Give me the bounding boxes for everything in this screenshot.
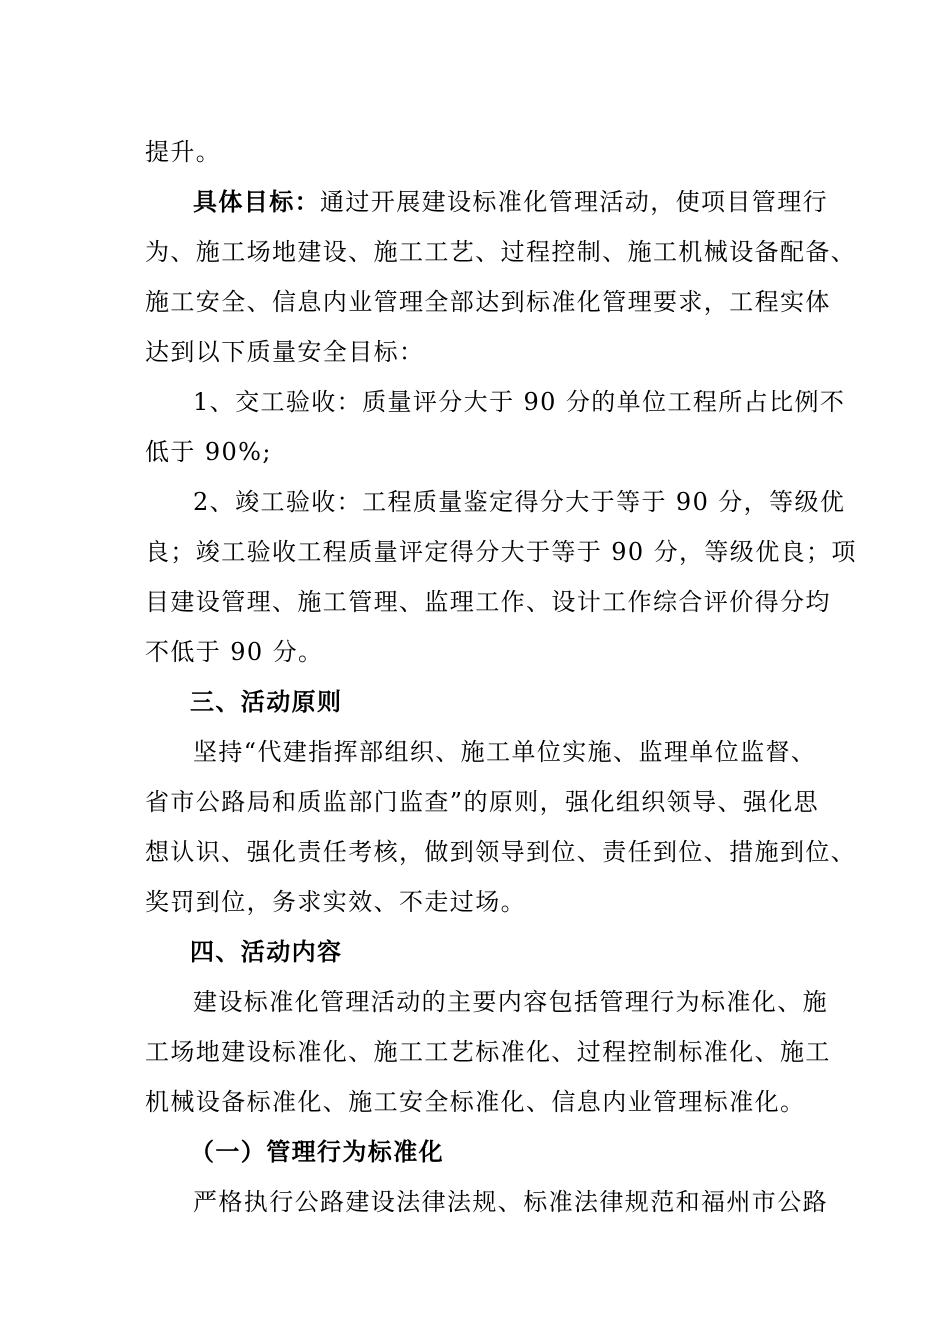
subsection-heading: （一）管理行为标准化 [190,1137,444,1166]
list-item-line: 目建设管理、施工管理、监理工作、设计工作综合评价得分均 [145,588,831,616]
section-heading: 三、活动原则 [190,687,343,716]
list-item-line: 良；竣工验收工程质量评定得分大于等于 90 分，等级优良；项 [145,538,857,566]
list-item-line: 不低于 90 分。 [145,638,324,666]
list-item-line: 2、竣工验收：工程质量鉴定得分大于等于 90 分，等级优 [193,488,846,516]
paragraph-line: 为、施工场地建设、施工工艺、过程控制、施工机械设备配备、 [145,238,857,266]
paragraph-line: 想认识、强化责任考核，做到领导到位、责任到位、措施到位、 [145,838,857,866]
paragraph-line: 奖罚到位，务求实效、不走过场。 [145,888,526,916]
paragraph-line: 建设标准化管理活动的主要内容包括管理行为标准化、施 [193,988,828,1016]
paragraph-line: 达到以下质量安全目标： [145,338,425,366]
paragraph-line: 具体目标：通过开展建设标准化管理活动，使项目管理行 [193,187,828,216]
paragraph-line: 工场地建设标准化、施工工艺标准化、过程控制标准化、施工 [145,1038,831,1066]
paragraph-line: 施工安全、信息内业管理全部达到标准化管理要求，工程实体 [145,288,831,316]
paragraph-line: 省市公路局和质监部门监查”的原则，强化组织领导、强化思 [145,788,820,816]
paragraph-line: 机械设备标准化、施工安全标准化、信息内业管理标准化。 [145,1088,806,1116]
section-heading: 四、活动内容 [190,937,343,966]
list-item-line: 低于 90%; [145,438,272,466]
paragraph-line: 严格执行公路建设法律法规、标准法律规范和福州市公路 [193,1188,828,1216]
list-item-line: 1、交工验收：质量评分大于 90 分的单位工程所占比例不 [193,388,846,416]
paragraph-line: 提升。 [145,138,222,166]
bold-label: 具体目标： [193,187,320,216]
paragraph-line: 坚持“代建指挥部组织、施工单位实施、监理单位监督、 [193,738,817,766]
